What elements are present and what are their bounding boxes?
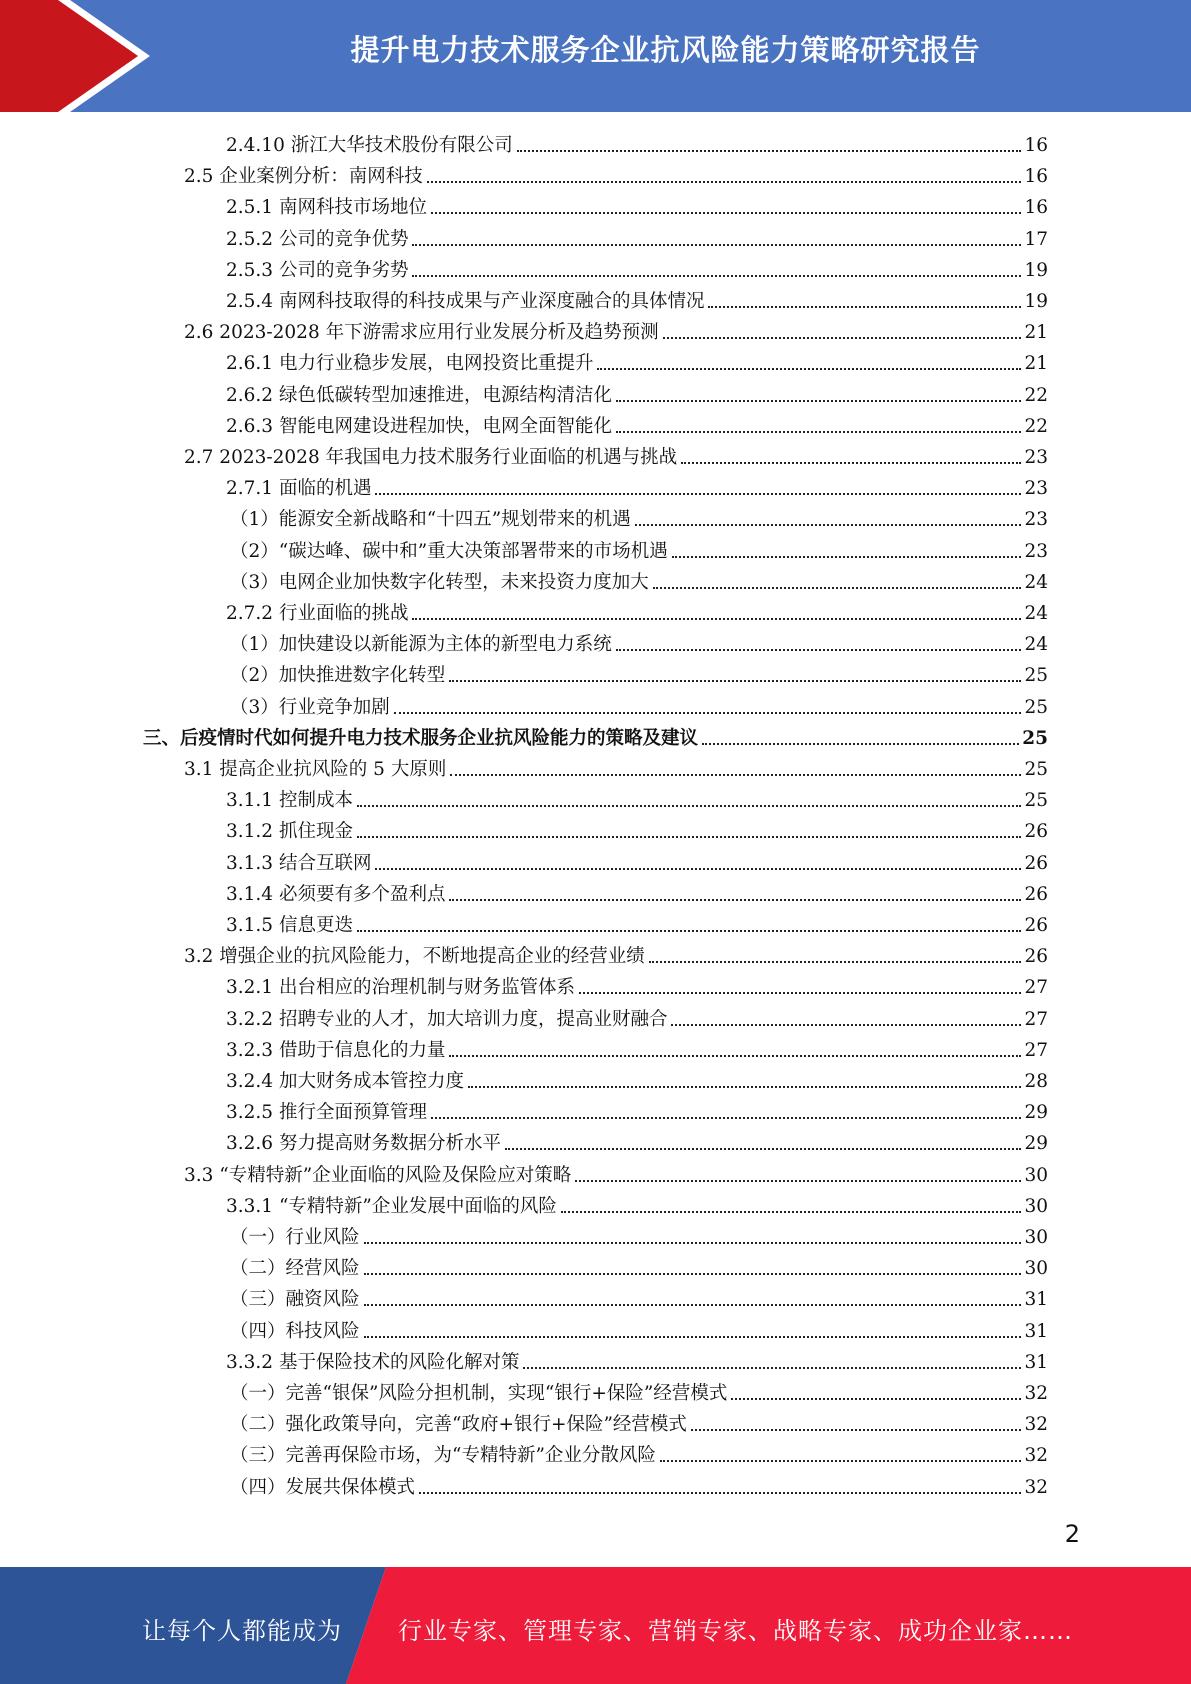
toc-entry-title: 2.6.1 电力行业稳步发展，电网投资比重提升 — [226, 353, 594, 375]
toc-leader-dots — [561, 1211, 1022, 1213]
toc-entry[interactable] — [226, 595, 1048, 626]
toc-entry[interactable] — [226, 252, 1048, 283]
toc-entry[interactable] — [230, 1406, 1048, 1437]
toc-entry-title: 3.1 提高企业抗风险的 5 大原则 — [184, 759, 447, 780]
toc-entry-page: 25 — [1024, 759, 1048, 780]
toc-entry-title: 3.2.2 招聘专业的人才，加大培训力度，提高业财融合 — [226, 1008, 668, 1030]
toc-entry-title: 2.7.1 面临的机遇 — [226, 478, 372, 500]
toc-entry-title: 3.2.5 推行全面预算管理 — [226, 1102, 427, 1124]
toc-leader-dots — [364, 1242, 1022, 1244]
toc-entry-page: 25 — [1024, 790, 1048, 812]
toc-entry-title: 3.3 “专精特新”企业面临的风险及保险应对策略 — [184, 1164, 572, 1186]
toc-entry[interactable] — [184, 751, 1048, 782]
toc-entry[interactable] — [184, 1157, 1048, 1188]
toc-entry-page: 26 — [1024, 915, 1048, 936]
toc-leader-dots — [649, 961, 1022, 963]
toc-entry-title: （一）完善“银保”风险分担机制，实现“银行+保险”经营模式 — [230, 1383, 728, 1404]
toc-leader-dots — [357, 805, 1022, 807]
toc-leader-dots — [364, 1336, 1022, 1338]
footer-slogan-left: 让每个人都能成为 — [142, 1617, 342, 1645]
toc-entry[interactable] — [230, 657, 1048, 688]
toc-entry-page: 28 — [1024, 1071, 1048, 1092]
toc-entry[interactable] — [226, 845, 1048, 876]
toc-entry-title: 2.4.10 浙江大华技术股份有限公司 — [226, 135, 513, 156]
toc-entry-page: 32 — [1024, 1445, 1048, 1467]
toc-entry[interactable] — [226, 782, 1048, 813]
toc-entry[interactable] — [226, 221, 1048, 252]
toc-entry-title: （3）电网企业加快数字化转型，未来投资力度加大 — [230, 571, 649, 593]
toc-entry-title: 3.2.6 努力提高财务数据分析水平 — [226, 1133, 501, 1155]
toc-leader-dots — [671, 1024, 1021, 1026]
toc-entry[interactable] — [230, 1437, 1048, 1468]
toc-entry[interactable] — [226, 1001, 1048, 1032]
toc-entry[interactable] — [230, 1469, 1048, 1500]
toc-entry-title: （二）经营风险 — [230, 1258, 360, 1280]
toc-entry-title: （四）发展共保体模式 — [230, 1476, 416, 1498]
toc-entry[interactable] — [226, 1032, 1048, 1063]
toc-entry-page: 24 — [1024, 571, 1048, 593]
toc-entry-title: 2.6.2 绿色低碳转型加速推进，电源结构清洁化 — [226, 384, 612, 406]
toc-entry[interactable] — [226, 408, 1048, 439]
toc-entry-page: 16 — [1024, 166, 1048, 188]
toc-leader-dots — [517, 150, 1022, 152]
toc-entry[interactable] — [230, 1219, 1048, 1250]
toc-entry-page: 26 — [1024, 821, 1048, 843]
toc-entry-page: 21 — [1024, 353, 1048, 375]
toc-entry-page: 32 — [1024, 1414, 1048, 1436]
toc-entry-page: 26 — [1024, 883, 1048, 905]
toc-entry[interactable] — [226, 283, 1048, 314]
toc-entry-page: 27 — [1024, 1008, 1048, 1030]
toc-entry[interactable] — [230, 501, 1048, 532]
toc-leader-dots — [663, 337, 1022, 339]
toc-entry-title: 3.2 增强企业的抗风险能力，不断地提高企业的经营业绩 — [184, 946, 645, 968]
toc-leader-dots — [431, 1117, 1021, 1119]
toc-entry-title: 3.1.3 结合互联网 — [226, 852, 372, 874]
page-number: 2 — [1064, 1520, 1080, 1548]
toc-entry-title: （四）科技风险 — [230, 1320, 360, 1342]
toc-entry[interactable] — [230, 689, 1048, 720]
toc-entry[interactable] — [143, 720, 1048, 751]
toc-entry-title: 2.5.4 南网科技取得的科技成果与产业深度融合的具体情况 — [226, 291, 705, 312]
toc-entry-page: 26 — [1024, 946, 1048, 968]
toc-entry-page: 23 — [1024, 447, 1048, 468]
toc-leader-dots — [412, 618, 1021, 620]
toc-entry-page: 30 — [1024, 1195, 1048, 1217]
page-footer — [0, 1567, 1191, 1684]
toc-leader-dots — [708, 306, 1021, 308]
toc-entry[interactable] — [226, 1094, 1048, 1125]
toc-entry[interactable] — [226, 969, 1048, 1000]
toc-entry-page: 25 — [1024, 665, 1048, 687]
toc-entry-page: 23 — [1024, 509, 1048, 531]
toc-entry-title: （2）加快推进数字化转型 — [230, 665, 446, 687]
toc-entry-title: 3.1.1 控制成本 — [226, 790, 353, 812]
toc-entry-title: 2.5.2 公司的竞争优势 — [226, 228, 409, 250]
toc-entry[interactable] — [226, 1344, 1048, 1375]
toc-entry[interactable] — [226, 377, 1048, 408]
toc-leader-dots — [364, 1304, 1022, 1306]
toc-entry-page: 31 — [1024, 1289, 1048, 1311]
toc-leader-dots — [412, 244, 1021, 246]
toc-entry-title: 3.1.5 信息更迭 — [226, 915, 353, 936]
toc-entry[interactable] — [226, 813, 1048, 844]
toc-entry-title: 3.2.4 加大财务成本管控力度 — [226, 1071, 464, 1092]
page-header — [0, 0, 1191, 112]
toc-entry[interactable] — [184, 938, 1048, 969]
toc-leader-dots — [419, 1492, 1021, 1494]
toc-entry[interactable] — [230, 564, 1048, 595]
toc-entry-title: （1）能源安全新战略和“十四五”规划带来的机遇 — [230, 509, 631, 531]
toc-leader-dots — [431, 212, 1021, 214]
toc-entry-page: 30 — [1024, 1227, 1048, 1248]
toc-entry-title: 2.7 2023-2028 年我国电力技术服务行业面临的机遇与挑战 — [184, 447, 678, 468]
toc-leader-dots — [394, 712, 1022, 714]
toc-leader-dots — [635, 524, 1022, 526]
toc-entry[interactable] — [226, 907, 1048, 938]
toc-leader-dots — [468, 1086, 1021, 1088]
toc-leader-dots — [375, 493, 1021, 495]
toc-entry-title: （三）完善再保险市场，为“专精特新”企业分散风险 — [230, 1445, 656, 1467]
toc-entry-title: 3.1.2 抓住现金 — [226, 821, 353, 843]
toc-leader-dots — [575, 1180, 1021, 1182]
toc-entry[interactable] — [230, 1281, 1048, 1312]
toc-entry-title: 3.2.3 借助于信息化的力量 — [226, 1039, 446, 1061]
toc-entry-title: 3.1.4 必须要有多个盈利点 — [226, 883, 446, 905]
toc-entry[interactable] — [226, 345, 1048, 376]
toc-entry-page: 25 — [1024, 696, 1048, 718]
toc-leader-dots — [357, 836, 1022, 838]
toc-entry-page: 22 — [1024, 415, 1048, 437]
toc-leader-dots — [357, 930, 1022, 932]
toc-entry[interactable] — [226, 127, 1048, 158]
toc-entry[interactable] — [230, 626, 1048, 657]
toc-entry-page: 27 — [1024, 1039, 1048, 1061]
toc-entry-title: 3.3.1 “专精特新”企业发展中面临的风险 — [226, 1195, 557, 1217]
toc-entry[interactable] — [226, 1125, 1048, 1156]
toc-leader-dots — [616, 431, 1021, 433]
toc-entry-page: 16 — [1024, 135, 1048, 156]
toc-entry[interactable] — [230, 1375, 1048, 1406]
toc-entry-title: （1）加快建设以新能源为主体的新型电力系统 — [230, 634, 612, 656]
toc-entry-title: 2.6.3 智能电网建设进程加快，电网全面智能化 — [226, 415, 612, 437]
toc-leader-dots — [450, 774, 1021, 776]
toc-leader-dots — [691, 1429, 1022, 1431]
toc-entry-title: （三）融资风险 — [230, 1289, 360, 1311]
toc-leader-dots — [731, 1398, 1021, 1400]
toc-entry-title: 2.7.2 行业面临的挑战 — [226, 603, 409, 624]
toc-leader-dots — [412, 275, 1021, 277]
toc-leader-dots — [672, 556, 1022, 558]
toc-entry-title: （2）“碳达峰、碳中和”重大决策部署带来的市场机遇 — [230, 540, 668, 562]
toc-entry-page: 21 — [1024, 322, 1048, 344]
toc-entry[interactable] — [184, 314, 1048, 345]
toc-leader-dots — [427, 181, 1022, 183]
toc-entry-page: 24 — [1024, 603, 1048, 624]
toc-entry-page: 23 — [1024, 478, 1048, 500]
toc-leader-dots — [597, 368, 1021, 370]
toc-entry-page: 27 — [1024, 977, 1048, 999]
toc-leader-dots — [449, 899, 1021, 901]
toc-entry-title: 2.5.1 南网科技市场地位 — [226, 197, 427, 219]
toc-leader-dots — [681, 462, 1021, 464]
toc-entry-page: 23 — [1024, 540, 1048, 562]
toc-leader-dots — [523, 1367, 1021, 1369]
toc-leader-dots — [375, 868, 1021, 870]
toc-entry-page: 30 — [1024, 1164, 1048, 1186]
toc-entry-title: 2.5 企业案例分析：南网科技 — [184, 166, 423, 188]
toc-leader-dots — [449, 680, 1021, 682]
toc-entry[interactable] — [226, 189, 1048, 220]
toc-entry-page: 24 — [1024, 634, 1048, 656]
report-title: 提升电力技术服务企业抗风险能力策略研究报告 — [350, 33, 981, 67]
toc-entry[interactable] — [184, 158, 1048, 189]
toc-entry-title: 2.5.3 公司的竞争劣势 — [226, 259, 409, 281]
toc-entry[interactable] — [184, 439, 1048, 470]
footer-slogan-right: 行业专家、管理专家、营销专家、战略专家、成功企业家…… — [398, 1617, 1073, 1645]
toc-entry-title: （二）强化政策导向，完善“政府+银行+保险”经营模式 — [230, 1414, 687, 1436]
toc-entry-title: 3.3.2 基于保险技术的风险化解对策 — [226, 1351, 520, 1373]
toc-entry[interactable] — [230, 533, 1048, 564]
toc-leader-dots — [660, 1460, 1022, 1462]
toc-entry[interactable] — [226, 1188, 1048, 1219]
toc-entry-page: 31 — [1024, 1320, 1048, 1342]
toc-leader-dots — [616, 649, 1022, 651]
toc-leader-dots — [653, 587, 1022, 589]
toc-leader-dots — [364, 1273, 1022, 1275]
toc-entry[interactable] — [226, 1063, 1048, 1094]
toc-entry-page: 25 — [1022, 727, 1048, 749]
toc-entry-page: 29 — [1024, 1133, 1048, 1155]
toc-entry-page: 32 — [1024, 1476, 1048, 1498]
toc-leader-dots — [449, 1055, 1021, 1057]
toc-entry-page: 32 — [1024, 1383, 1048, 1404]
toc-entry-title: （一）行业风险 — [230, 1227, 360, 1248]
toc-entry-page: 19 — [1024, 291, 1048, 312]
toc-entry-page: 30 — [1024, 1258, 1048, 1280]
toc-entry-page: 26 — [1024, 852, 1048, 874]
toc-leader-dots — [616, 400, 1021, 402]
toc-entry[interactable] — [230, 1313, 1048, 1344]
toc-entry-title: （3）行业竞争加剧 — [230, 696, 390, 718]
toc-entry-title: 3.2.1 出台相应的治理机制与财务监管体系 — [226, 977, 575, 999]
toc-entry-page: 29 — [1024, 1102, 1048, 1124]
toc-entry-page: 16 — [1024, 197, 1048, 219]
toc-entry[interactable] — [226, 876, 1048, 907]
toc-entry-page: 22 — [1024, 384, 1048, 406]
toc-entry-title: 2.6 2023-2028 年下游需求应用行业发展分析及趋势预测 — [184, 322, 659, 344]
toc-entry-title: 三、后疫情时代如何提升电力技术服务企业抗风险能力的策略及建议 — [143, 727, 699, 749]
toc-leader-dots — [579, 992, 1021, 994]
toc-entry-page: 31 — [1024, 1351, 1048, 1373]
toc-leader-dots — [505, 1148, 1021, 1150]
toc-leader-dots — [702, 743, 1019, 745]
toc-entry-page: 19 — [1024, 259, 1048, 281]
toc-entry[interactable] — [230, 1250, 1048, 1281]
toc-entry[interactable] — [226, 470, 1048, 501]
toc-entry-page: 17 — [1024, 228, 1048, 250]
